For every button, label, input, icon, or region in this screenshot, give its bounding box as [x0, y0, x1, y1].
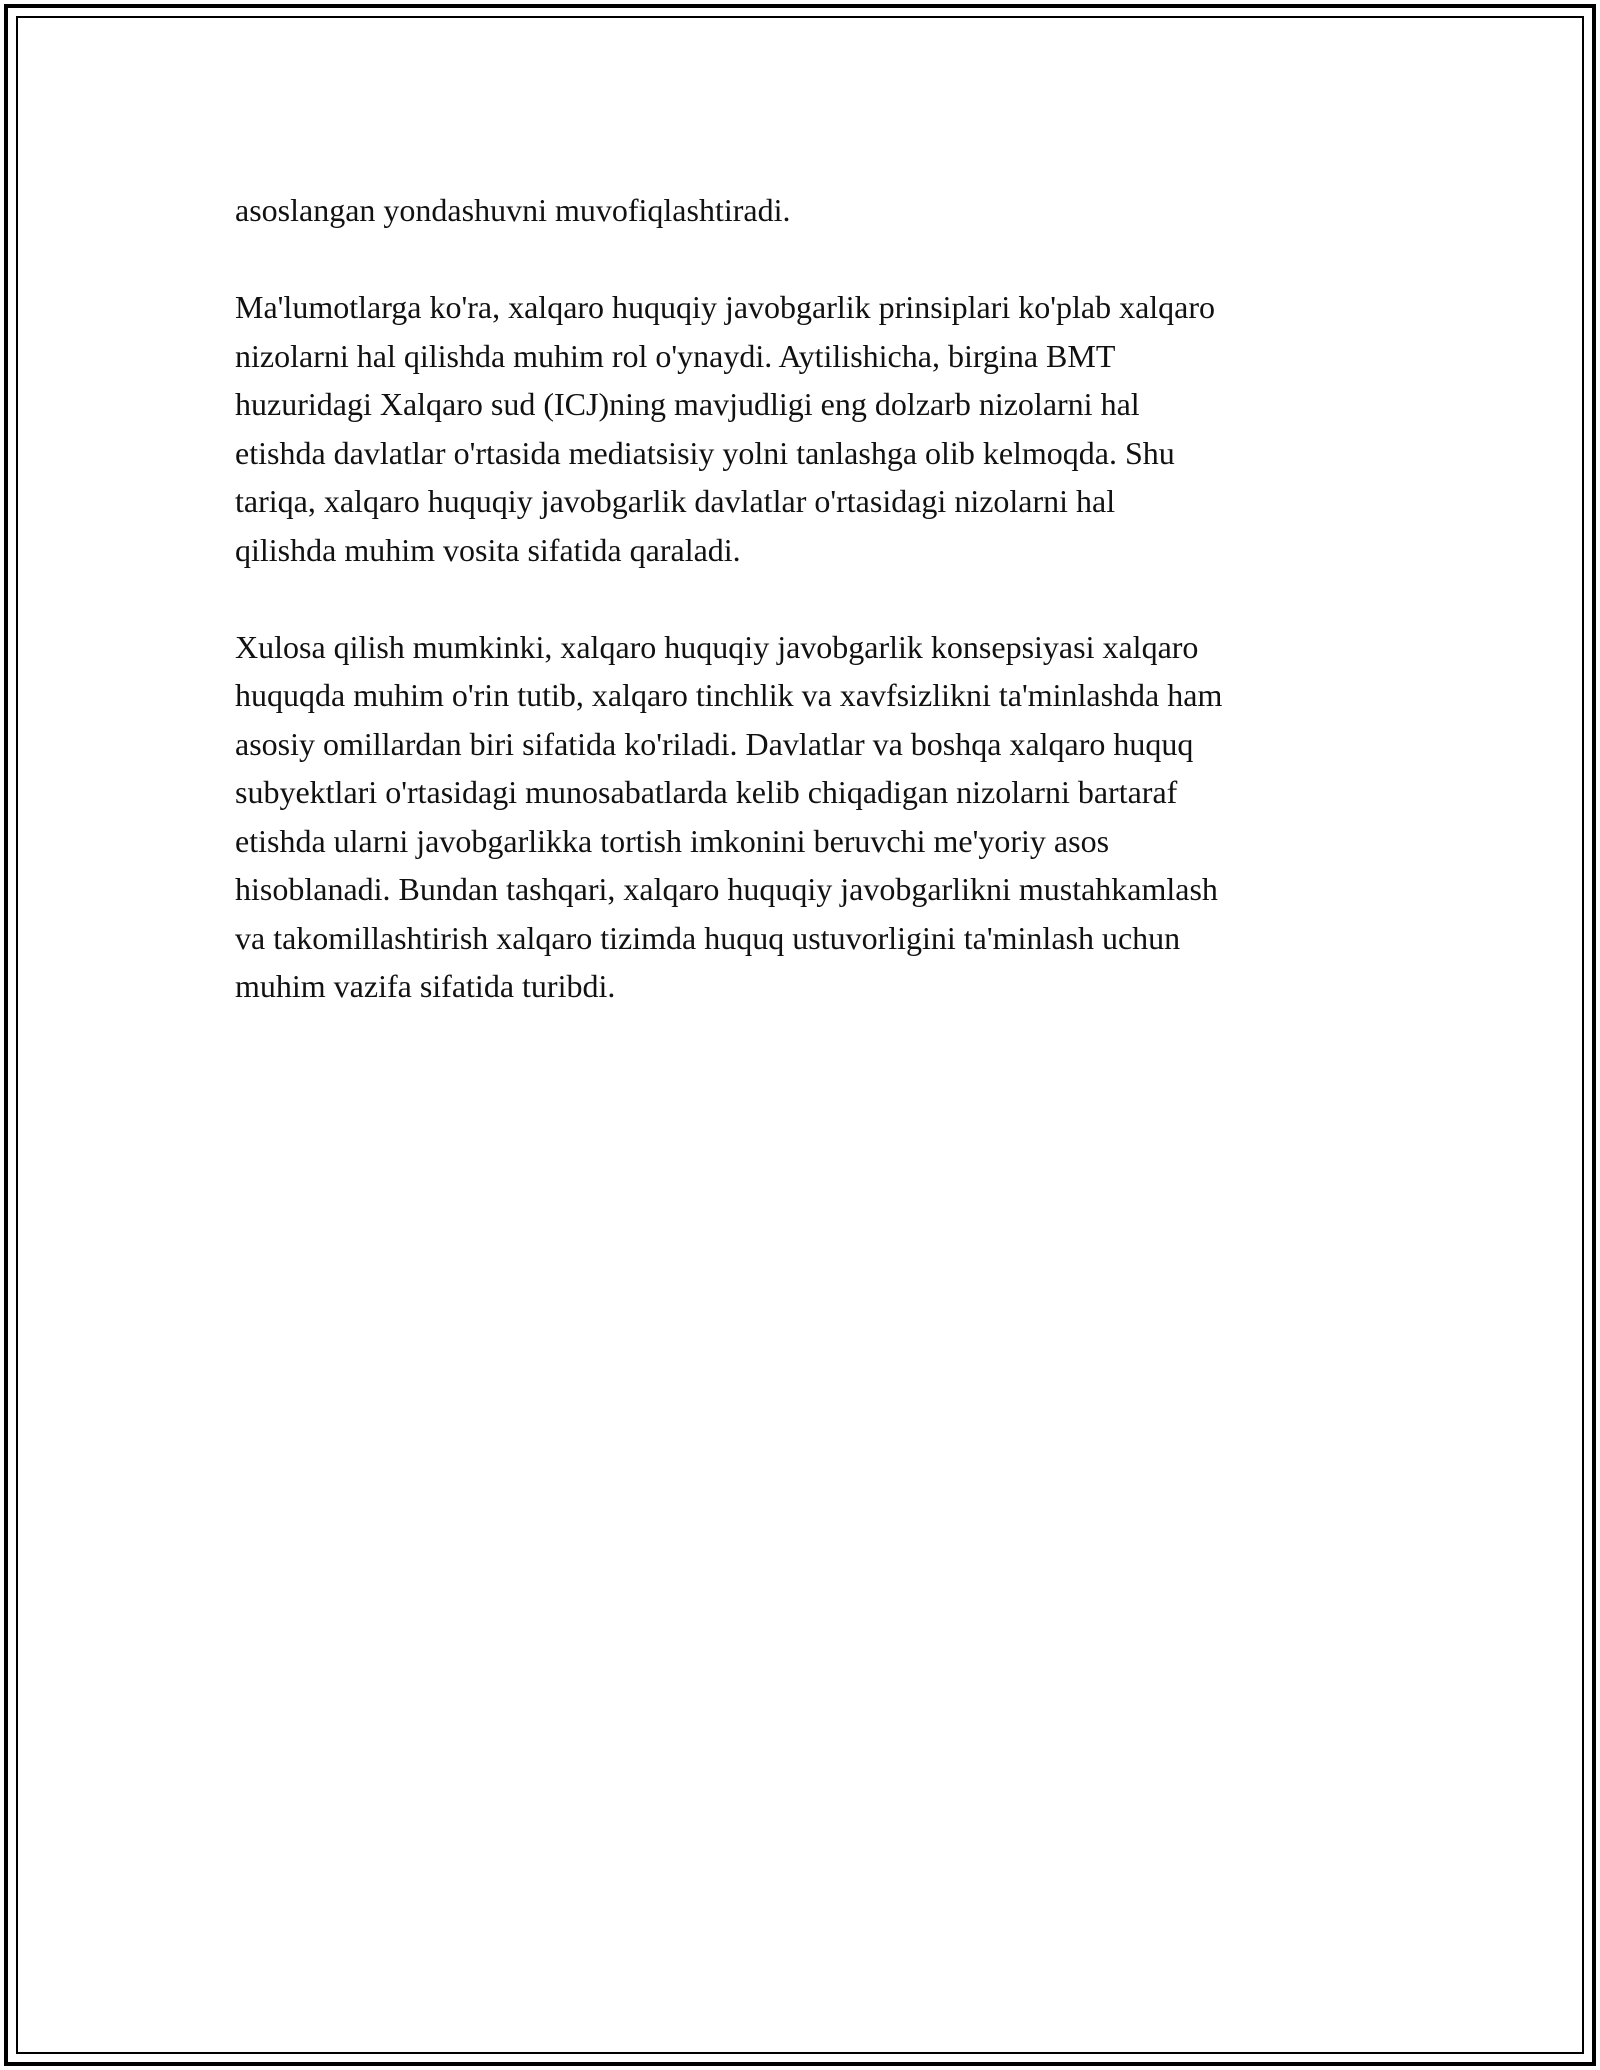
- paragraph-3: Xulosa qilish mumkinki, xalqaro huquqiy javobgarlik konsepsiyasi xalqaro huquqda muhim o'rin tutib, xalqaro tinchlik va xavfsizlikni ta'minlashda ham asosiy omillardan biri sifatida ko'riladi. Davlatlar va boshqa xalqaro huquq subyektlari o'rtasidagi munosabatlarda kelib chiqadigan nizolarni bartaraf etishda ularni javobgarlikka tortish imkonini beruvchi me'yoriy asos hisoblanadi. Bundan tashqari, xalqaro huquqiy javobgarlikni mustahkamlash va takomillashtirish xalqaro tizimda huquq ustuvorligini ta'minlash uchun muhim vazifa sifatida turibdi.: [235, 628, 1223, 1004]
- paragraph-1: asoslangan yondashuvni muvofiqlashtiradi.: [235, 192, 791, 228]
- document-body: [235, 186, 1375, 1059]
- paragraph-2: Ma'lumotlarga ko'ra, xalqaro huquqiy javobgarlik prinsiplari ko'plab xalqaro nizolarni hal qilishda muhim rol o'ynaydi. Aytilishicha, birgina BMT huzuridagi Xalqaro sud (ICJ)ning mavjudligi eng dolzarb nizolarni hal etishda davlatlar o'rtasida mediatsisiy yolni tanlashga olib kelmoqda. Shu tariqa, xalqaro huquqiy javobgarlik davlatlar o'rtasidagi nizolarni hal qilishda muhim vosita sifatida qaraladi.: [235, 289, 1216, 568]
